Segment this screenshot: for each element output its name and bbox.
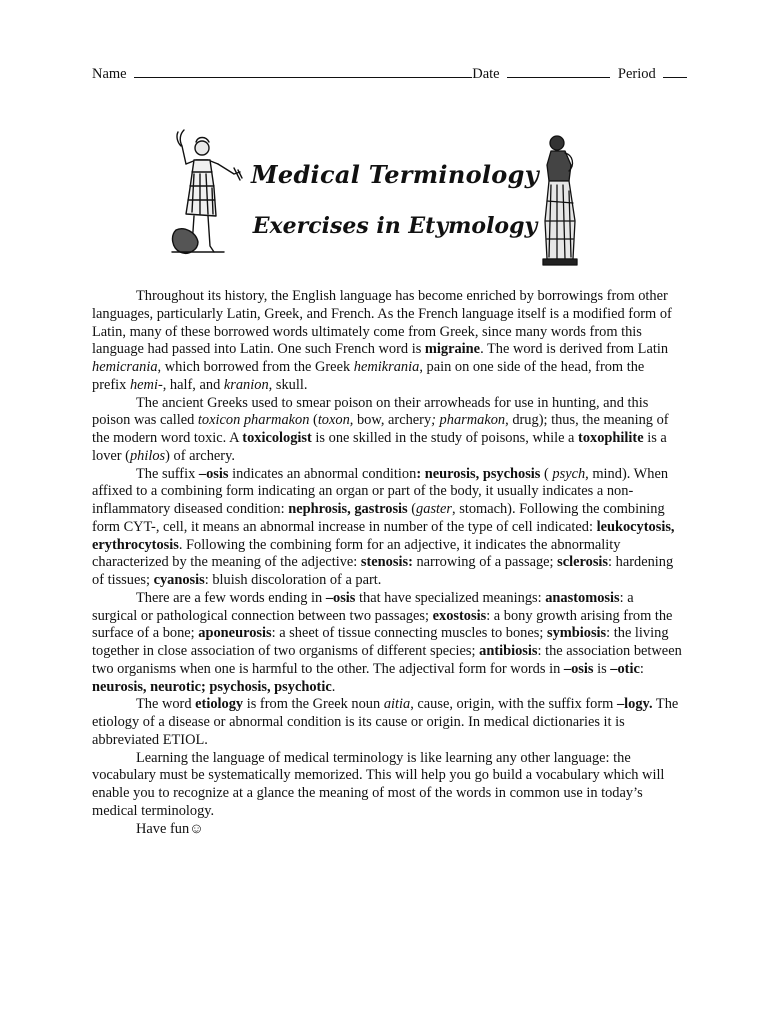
italic-term: kranion, (223, 376, 273, 393)
body-text (92, 288, 682, 838)
text-run: Have fun☺ (136, 820, 204, 837)
paragraph (92, 696, 682, 749)
bold-term: leukocytosis, erythrocytosis (92, 518, 675, 553)
text-run: , drug); thus, the meaning of the modern word toxic. A (92, 412, 669, 446)
text-run: : a bony growth arising from the surface of a bone; (92, 607, 673, 642)
bold-term: antibiosis (479, 643, 538, 659)
text-run: is one skilled in the study of poisons, while a (311, 430, 579, 446)
period-field[interactable] (663, 64, 687, 78)
bold-term: toxophilite (578, 430, 644, 446)
text-run: is from the Greek noun (243, 696, 384, 713)
text-run: The etiology of a disease or abnormal condition is its cause or origin. In medical dictionaries it is abbreviated ETIOL. (92, 696, 679, 748)
text-run: The suffix (136, 465, 199, 482)
italic-term: philos (129, 447, 166, 464)
text-run: ( (309, 412, 318, 429)
italic-term: hemicrania (92, 359, 158, 375)
text-run: narrowing of a passage; (412, 554, 558, 571)
date-field[interactable] (507, 64, 610, 78)
text-run: . Following the combining form for an adjective, it indicates the abnormality characterized by the meaning of the adjective: (92, 536, 621, 571)
title-block (250, 160, 540, 239)
bold-term: symbiosis (546, 625, 607, 642)
text-run: indicates an abnormal condition (228, 465, 417, 482)
text-run: ( (407, 501, 417, 517)
italic-term: toxon, (317, 412, 354, 429)
text-run: There are a few words ending in (136, 589, 326, 606)
paragraph (92, 821, 682, 839)
student-info-line (92, 64, 682, 83)
page-subtitle: Exercises in Etymology (252, 213, 538, 239)
name-label: Name (92, 66, 127, 82)
text-run: , half, and (162, 376, 224, 393)
paragraph (92, 395, 682, 466)
period-label: Period (617, 66, 656, 82)
text-run: : hardening of tissues; (92, 554, 674, 588)
paragraph (92, 288, 682, 395)
bold-term: toxicologist (242, 430, 312, 446)
bold-term: : neurosis, psychosis (416, 465, 541, 482)
text-run: : a sheet of tissue connecting muscles to bones; (271, 625, 547, 642)
bold-term: aponeurosis (198, 625, 272, 642)
text-run: The ancient Greeks used to smear poison on their arrowheads for use in hunting, and this poison was called (92, 394, 649, 429)
bold-term: etiology (195, 696, 244, 713)
text-run: : bluish discoloration of a part. (204, 572, 382, 588)
greek-woman-statue-icon (539, 131, 581, 269)
bold-term: nephrosis, gastrosis (288, 501, 408, 517)
paragraph (92, 750, 682, 821)
text-run: Learning the language of medical terminology is like learning any other language: the vocabulary must be systematically memorized. This will help you go build a vocabulary which will enable you to recognize at a glance the meaning of most of the words in common use in today’s medical terminology. (92, 749, 665, 819)
text-run: , which borrowed from the Greek (157, 359, 354, 375)
text-run: . (331, 678, 336, 695)
text-run: : (639, 660, 644, 677)
bold-term: migraine (424, 341, 481, 358)
date-label: Date (472, 66, 500, 82)
bold-term: –logy. (616, 696, 653, 713)
italic-term: aitia (383, 696, 411, 713)
text-run: : the association between two organisms when one is harmful to the other. The adjectival form for words in (92, 643, 682, 677)
text-run: , cause, origin, with the suffix form (410, 696, 617, 713)
text-run: Throughout its history, the English language has become enriched by borrowings from other languages, particularly Latin, Greek, and French. As the French language itself is a modified form of Latin, many of these borrowed words ultimately come from Greek, since many words from this language had passed into Latin. One such French word is (92, 288, 672, 358)
italic-term: ; pharmakon (431, 412, 506, 429)
italic-term: toxicon pharmakon (197, 412, 310, 429)
text-run: , mind). When affixed to a combining form indicating an organ or part of the body, it usually indicates a non-inflammatory diseased condition: (92, 465, 669, 517)
text-run: is a lover ( (92, 430, 667, 464)
bold-term: anastomosis (545, 589, 620, 606)
text-run: : a surgical or pathological connection between two passages; (92, 589, 634, 624)
bold-term: –osis (563, 660, 594, 677)
bold-term: –otic (610, 660, 640, 677)
text-run: , pain on one side of the head, from the prefix (92, 359, 645, 393)
text-run: that have specialized meanings: (355, 589, 546, 606)
italic-term: hemi- (129, 376, 163, 393)
text-run: skull. (272, 376, 308, 393)
text-run: : the living together in close association of two organisms of different species; (92, 625, 669, 659)
paragraph (92, 466, 682, 590)
text-run: bow, archery (353, 412, 432, 429)
bold-term: sclerosis (557, 554, 609, 571)
bold-term: –osis (198, 465, 229, 482)
italic-term: hemikrania (353, 359, 420, 375)
italic-term: gaster (416, 501, 453, 517)
text-run: ) of archery. (165, 447, 235, 464)
text-run: is (593, 660, 611, 677)
italic-term: psych (552, 465, 586, 482)
text-run: . The word is derived from Latin (480, 341, 669, 358)
page-title: Medical Terminology (251, 160, 539, 189)
paragraph (92, 590, 682, 697)
bold-term: –osis (325, 589, 356, 606)
bold-term: neurosis, neurotic; psychosis, psychotic (92, 678, 332, 695)
text-run: The word (136, 696, 196, 713)
text-run: ( (540, 465, 553, 482)
bold-term: stenosis: (360, 554, 413, 571)
text-run: , stomach). Following the combining form CYT-, cell, it means an abnormal increase in number of the type of cell indicated: (92, 501, 665, 535)
bold-term: exostosis (432, 607, 487, 624)
bold-term: cyanosis (153, 572, 205, 588)
name-field[interactable] (134, 64, 472, 78)
greek-archer-figure-icon (168, 128, 250, 260)
